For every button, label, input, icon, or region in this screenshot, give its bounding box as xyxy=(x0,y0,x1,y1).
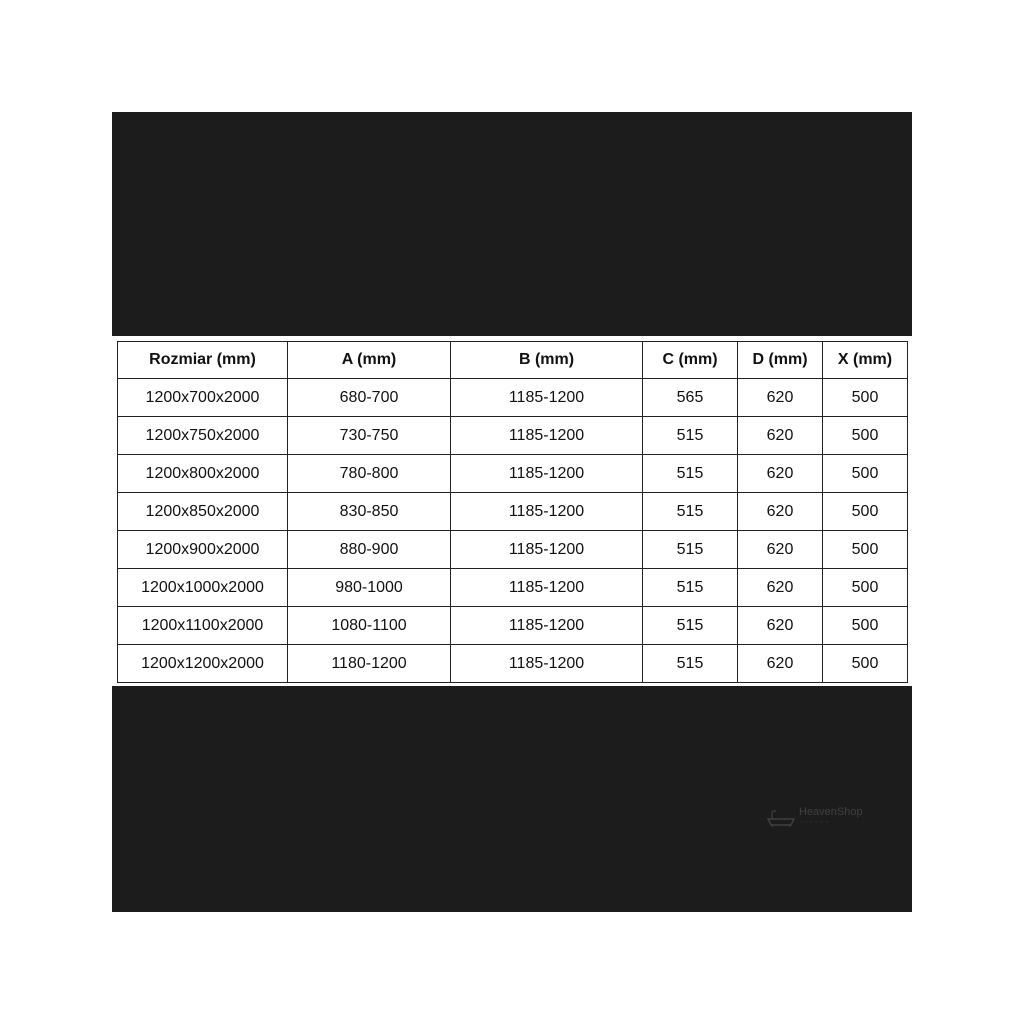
bathtub-logo-icon xyxy=(766,810,796,828)
header-x: X (mm) xyxy=(823,342,908,379)
cell-a: 980-1000 xyxy=(288,569,451,607)
cell-rozmiar: 1200x850x2000 xyxy=(118,493,288,531)
cell-rozmiar: 1200x900x2000 xyxy=(118,531,288,569)
table-row xyxy=(118,455,908,493)
cell-x: 500 xyxy=(823,569,908,607)
cell-b: 1185-1200 xyxy=(451,493,643,531)
cell-c: 515 xyxy=(643,417,738,455)
cell-c: 515 xyxy=(643,607,738,645)
cell-c: 515 xyxy=(643,645,738,683)
heavenshop-watermark xyxy=(766,806,876,832)
cell-rozmiar: 1200x1000x2000 xyxy=(118,569,288,607)
cell-x: 500 xyxy=(823,607,908,645)
table-row xyxy=(118,493,908,531)
table-row xyxy=(118,569,908,607)
cell-a: 1080-1100 xyxy=(288,607,451,645)
cell-d: 620 xyxy=(738,379,823,417)
cell-x: 500 xyxy=(823,455,908,493)
watermark-brand: HeavenShop xyxy=(799,806,863,818)
cell-rozmiar: 1200x1100x2000 xyxy=(118,607,288,645)
table-row xyxy=(118,531,908,569)
dimensions-table xyxy=(117,341,908,683)
cell-rozmiar: 1200x700x2000 xyxy=(118,379,288,417)
cell-x: 500 xyxy=(823,417,908,455)
header-d: D (mm) xyxy=(738,342,823,379)
cell-x: 500 xyxy=(823,531,908,569)
cell-d: 620 xyxy=(738,531,823,569)
table-row xyxy=(118,607,908,645)
watermark-tagline: ~ ~ ~ ~ ~ ~ xyxy=(799,820,829,826)
cell-c: 515 xyxy=(643,569,738,607)
header-rozmiar: Rozmiar (mm) xyxy=(118,342,288,379)
cell-d: 620 xyxy=(738,455,823,493)
cell-c: 515 xyxy=(643,531,738,569)
cell-b: 1185-1200 xyxy=(451,531,643,569)
cell-rozmiar: 1200x800x2000 xyxy=(118,455,288,493)
cell-a: 730-750 xyxy=(288,417,451,455)
spec-table-container xyxy=(117,341,907,683)
header-a: A (mm) xyxy=(288,342,451,379)
cell-a: 680-700 xyxy=(288,379,451,417)
cell-c: 515 xyxy=(643,493,738,531)
cell-b: 1185-1200 xyxy=(451,607,643,645)
header-c: C (mm) xyxy=(643,342,738,379)
table-row xyxy=(118,417,908,455)
cell-d: 620 xyxy=(738,607,823,645)
cell-rozmiar: 1200x750x2000 xyxy=(118,417,288,455)
cell-b: 1185-1200 xyxy=(451,417,643,455)
cell-rozmiar: 1200x1200x2000 xyxy=(118,645,288,683)
table-header-row xyxy=(118,342,908,379)
table-row xyxy=(118,645,908,683)
header-b: B (mm) xyxy=(451,342,643,379)
cell-x: 500 xyxy=(823,493,908,531)
cell-c: 515 xyxy=(643,455,738,493)
cell-x: 500 xyxy=(823,645,908,683)
table-row xyxy=(118,379,908,417)
cell-b: 1185-1200 xyxy=(451,455,643,493)
cell-d: 620 xyxy=(738,417,823,455)
cell-c: 565 xyxy=(643,379,738,417)
cell-a: 830-850 xyxy=(288,493,451,531)
cell-a: 1180-1200 xyxy=(288,645,451,683)
cell-a: 780-800 xyxy=(288,455,451,493)
cell-d: 620 xyxy=(738,645,823,683)
cell-b: 1185-1200 xyxy=(451,379,643,417)
cell-a: 880-900 xyxy=(288,531,451,569)
cell-d: 620 xyxy=(738,493,823,531)
cell-b: 1185-1200 xyxy=(451,569,643,607)
cell-x: 500 xyxy=(823,379,908,417)
top-dark-panel xyxy=(112,112,912,336)
cell-d: 620 xyxy=(738,569,823,607)
cell-b: 1185-1200 xyxy=(451,645,643,683)
bottom-dark-panel xyxy=(112,686,912,912)
